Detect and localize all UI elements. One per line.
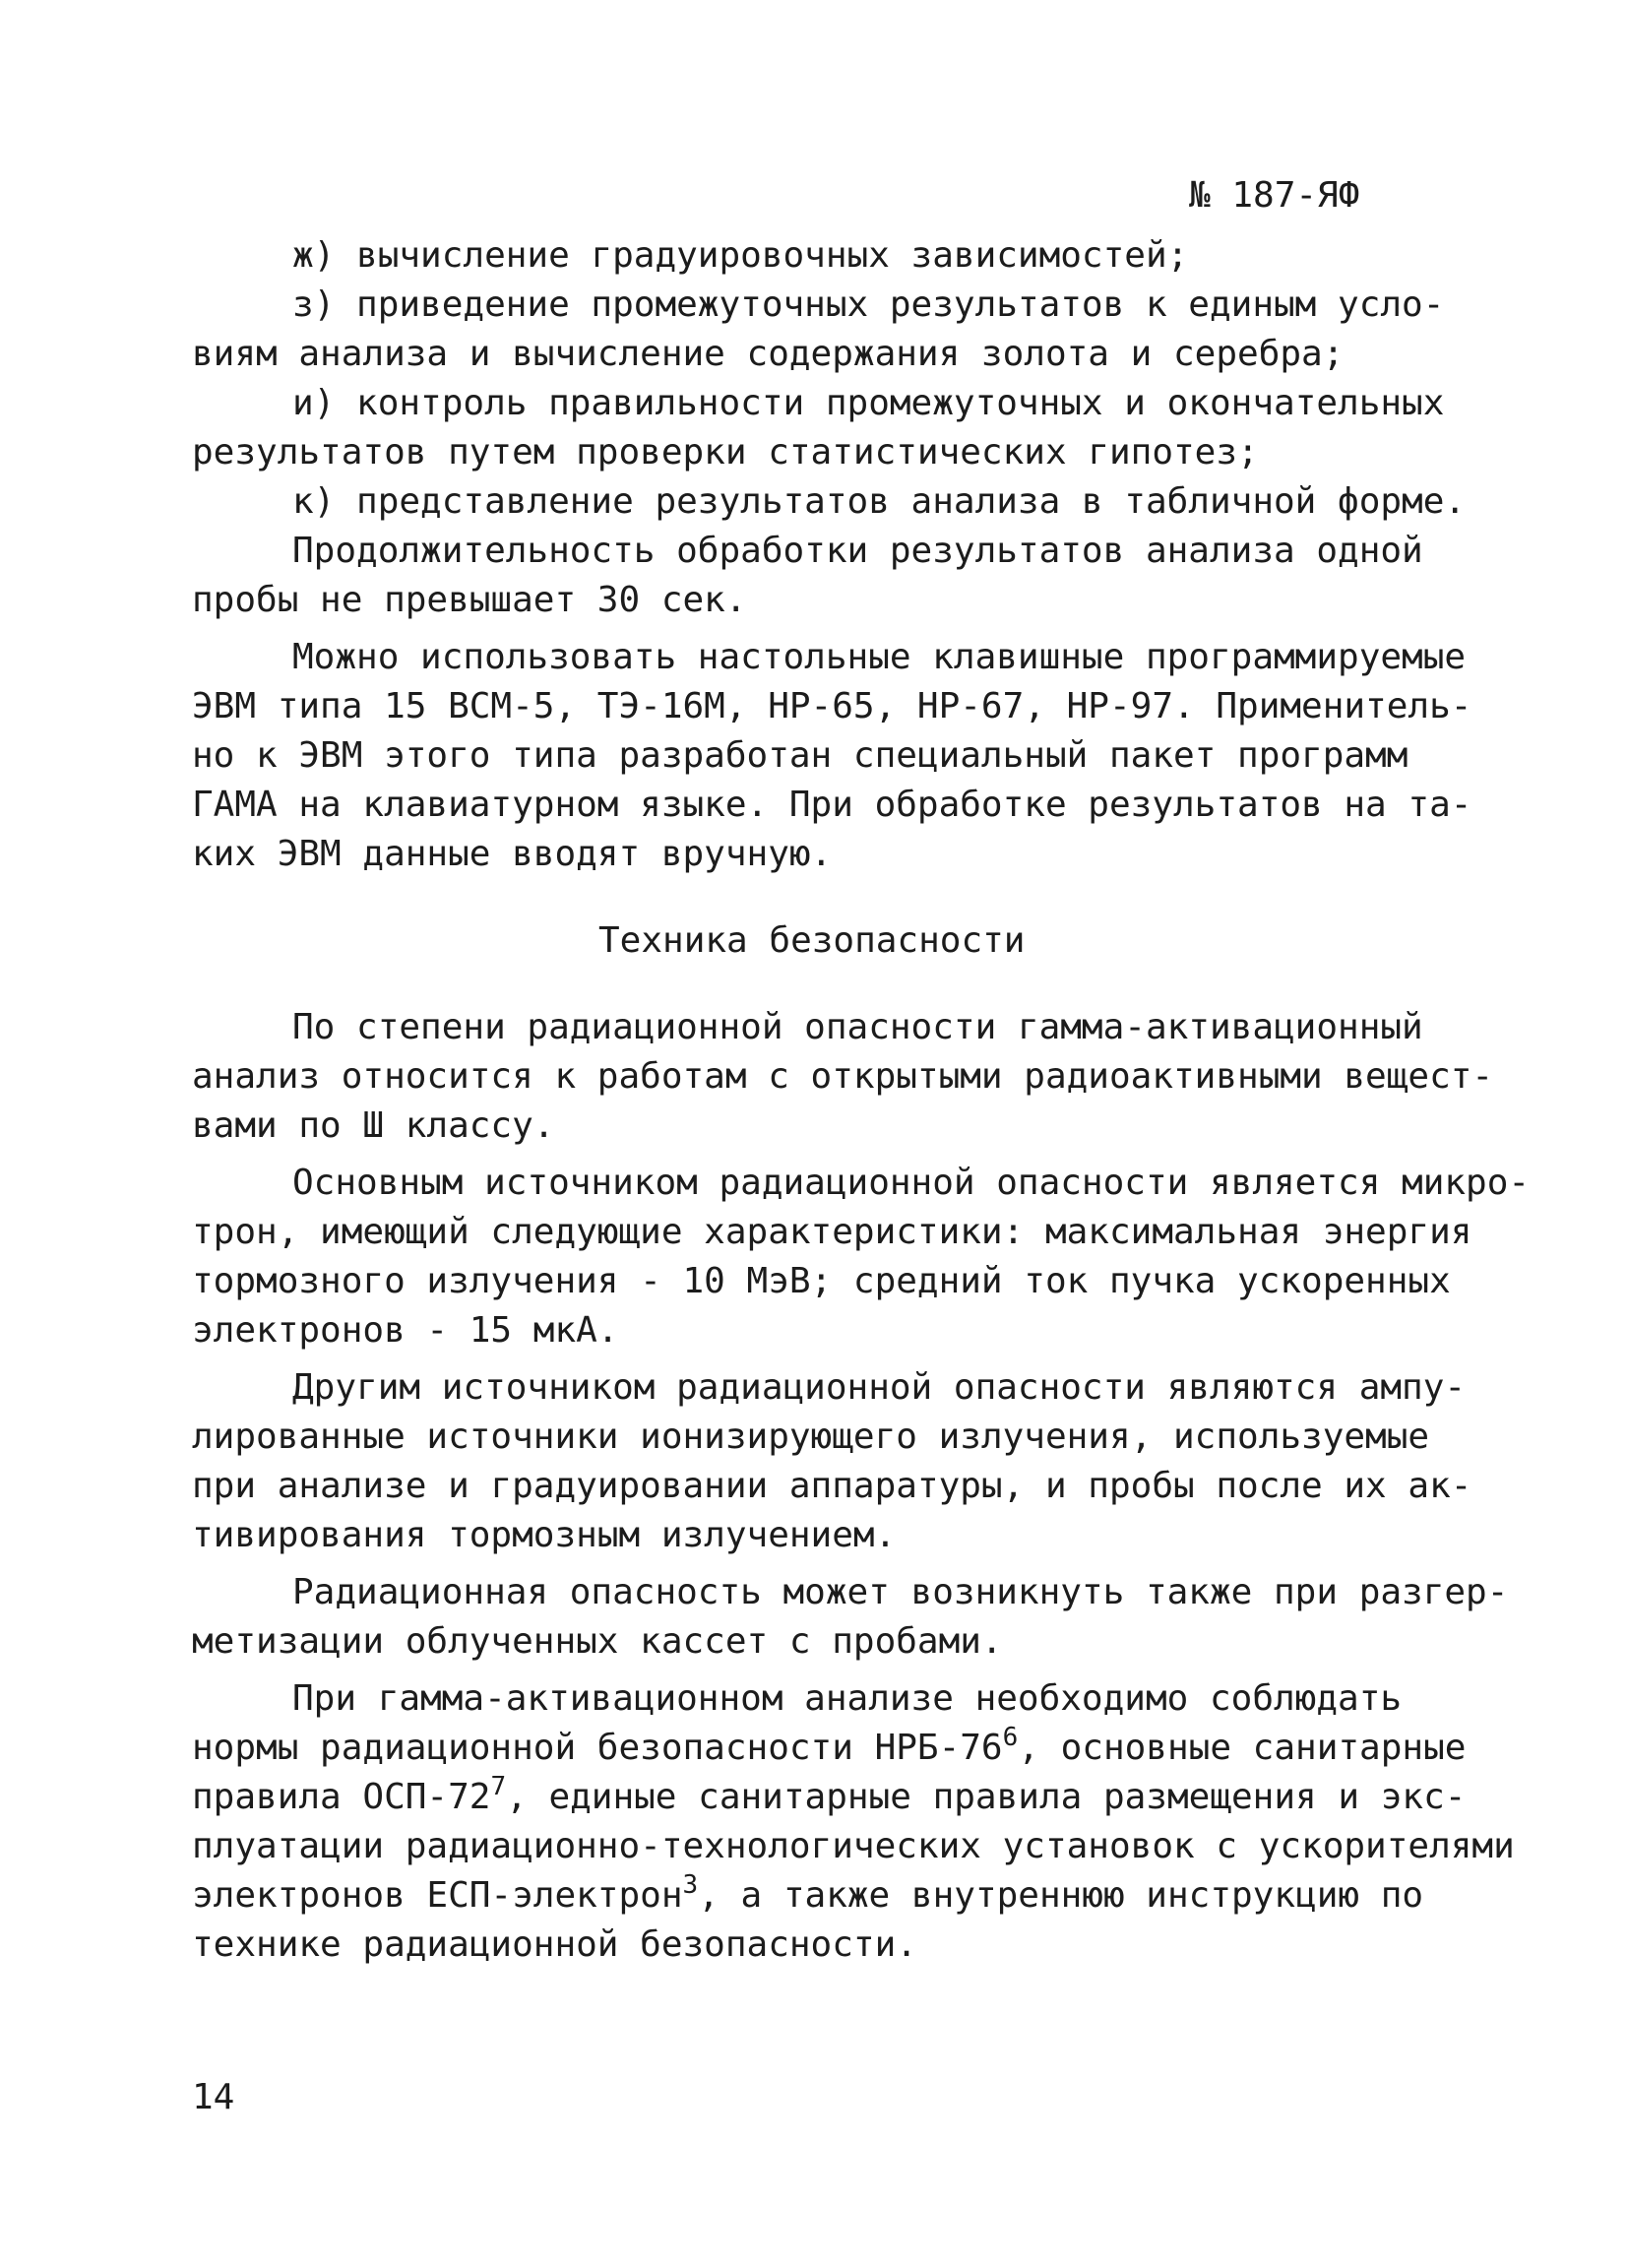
paragraph-line: Можно использовать настольные клавишные программируемые <box>292 637 1467 677</box>
paragraph-line <box>192 1723 1467 1773</box>
paragraph-line: пробы не превышает 30 сек. <box>192 580 747 620</box>
text-segment: правила ОСП-72 <box>192 1777 491 1817</box>
reference-superscript: 6 <box>1002 1723 1019 1752</box>
paragraph-line: но к ЭВМ этого типа разработан специальный пакет программ <box>192 735 1408 776</box>
paragraph-line: анализ относится к работам с открытыми радиоактивными вещест- <box>192 1056 1494 1097</box>
paragraph-line: По степени радиационной опасности гамма-активационный <box>292 1007 1423 1047</box>
reference-superscript: 7 <box>490 1772 507 1801</box>
document-number: № 187-ЯФ <box>1189 175 1360 216</box>
text-segment: , единые санитарные правила размещения и экс- <box>506 1777 1467 1817</box>
paragraph-line: лированные источники ионизирующего излучения, используемые <box>192 1417 1430 1457</box>
paragraph-line: тивирования тормозным излучением. <box>192 1515 897 1555</box>
text-segment: электронов ЕСП-электрон <box>192 1875 683 1916</box>
list-item-continuation: результатов путем проверки статистических гипотез; <box>192 432 1259 472</box>
paragraph-line <box>192 1871 1442 1921</box>
list-item: к) представление результатов анализа в табличной форме. <box>292 481 1467 522</box>
list-item: и) контроль правильности промежуточных и окончательных <box>292 383 1445 423</box>
paragraph-line: При гамма-активационном анализе необходимо соблюдать <box>292 1678 1403 1719</box>
reference-superscript: 3 <box>682 1870 699 1900</box>
paragraph-line: электронов - 15 мкА. <box>192 1310 619 1351</box>
paragraph-line: Другим источником радиационной опасности являются ампу- <box>292 1367 1467 1408</box>
paragraph-line: Продолжительность обработки результатов анализа одной <box>292 531 1423 571</box>
paragraph-line: трон, имеющий следующие характеристики: максимальная энергия <box>192 1212 1472 1252</box>
list-item: з) приведение промежуточных результатов к единым усло- <box>292 284 1445 325</box>
section-heading: Техника безопасности <box>598 920 1026 961</box>
paragraph-line: метизации облученных кассет с пробами. <box>192 1621 1003 1662</box>
page-number: 14 <box>192 2077 235 2117</box>
paragraph-line: вами по Ш классу. <box>192 1105 555 1146</box>
paragraph-line: технике радиационной безопасности. <box>192 1924 917 1965</box>
text-segment: , основные санитарные <box>1018 1728 1467 1768</box>
paragraph-line <box>192 1772 1467 1822</box>
page-body <box>192 231 1531 1970</box>
paragraph-line: ких ЭВМ данные вводят вручную. <box>192 834 833 874</box>
text-segment: нормы радиационной безопасности НРБ-76 <box>192 1728 1003 1768</box>
paragraph-line: Основным источником радиационной опасности является микро- <box>292 1163 1531 1203</box>
list-item-continuation: виям анализа и вычисление содержания золота и серебра; <box>192 334 1345 374</box>
paragraph-line: при анализе и градуировании аппаратуры, и пробы после их ак- <box>192 1466 1472 1506</box>
text-segment: , а также внутреннюю инструкцию по <box>698 1875 1424 1916</box>
paragraph-line: Радиационная опасность может возникнуть также при разгер- <box>292 1572 1509 1612</box>
list-item: ж) вычисление градуировочных зависимостей; <box>292 235 1189 276</box>
paragraph-line: ЭВМ типа 15 ВСМ-5, ТЭ-16М, НР-65, НР-67, НР-97. Применитель- <box>192 686 1472 726</box>
paragraph-line: тормозного излучения - 10 МэВ; средний ток пучка ускоренных <box>192 1261 1451 1301</box>
paragraph-line: плуатации радиационно-технологических установок с ускорителями <box>192 1826 1515 1866</box>
paragraph-line: ГАМА на клавиатурном языке. При обработке результатов на та- <box>192 785 1472 825</box>
